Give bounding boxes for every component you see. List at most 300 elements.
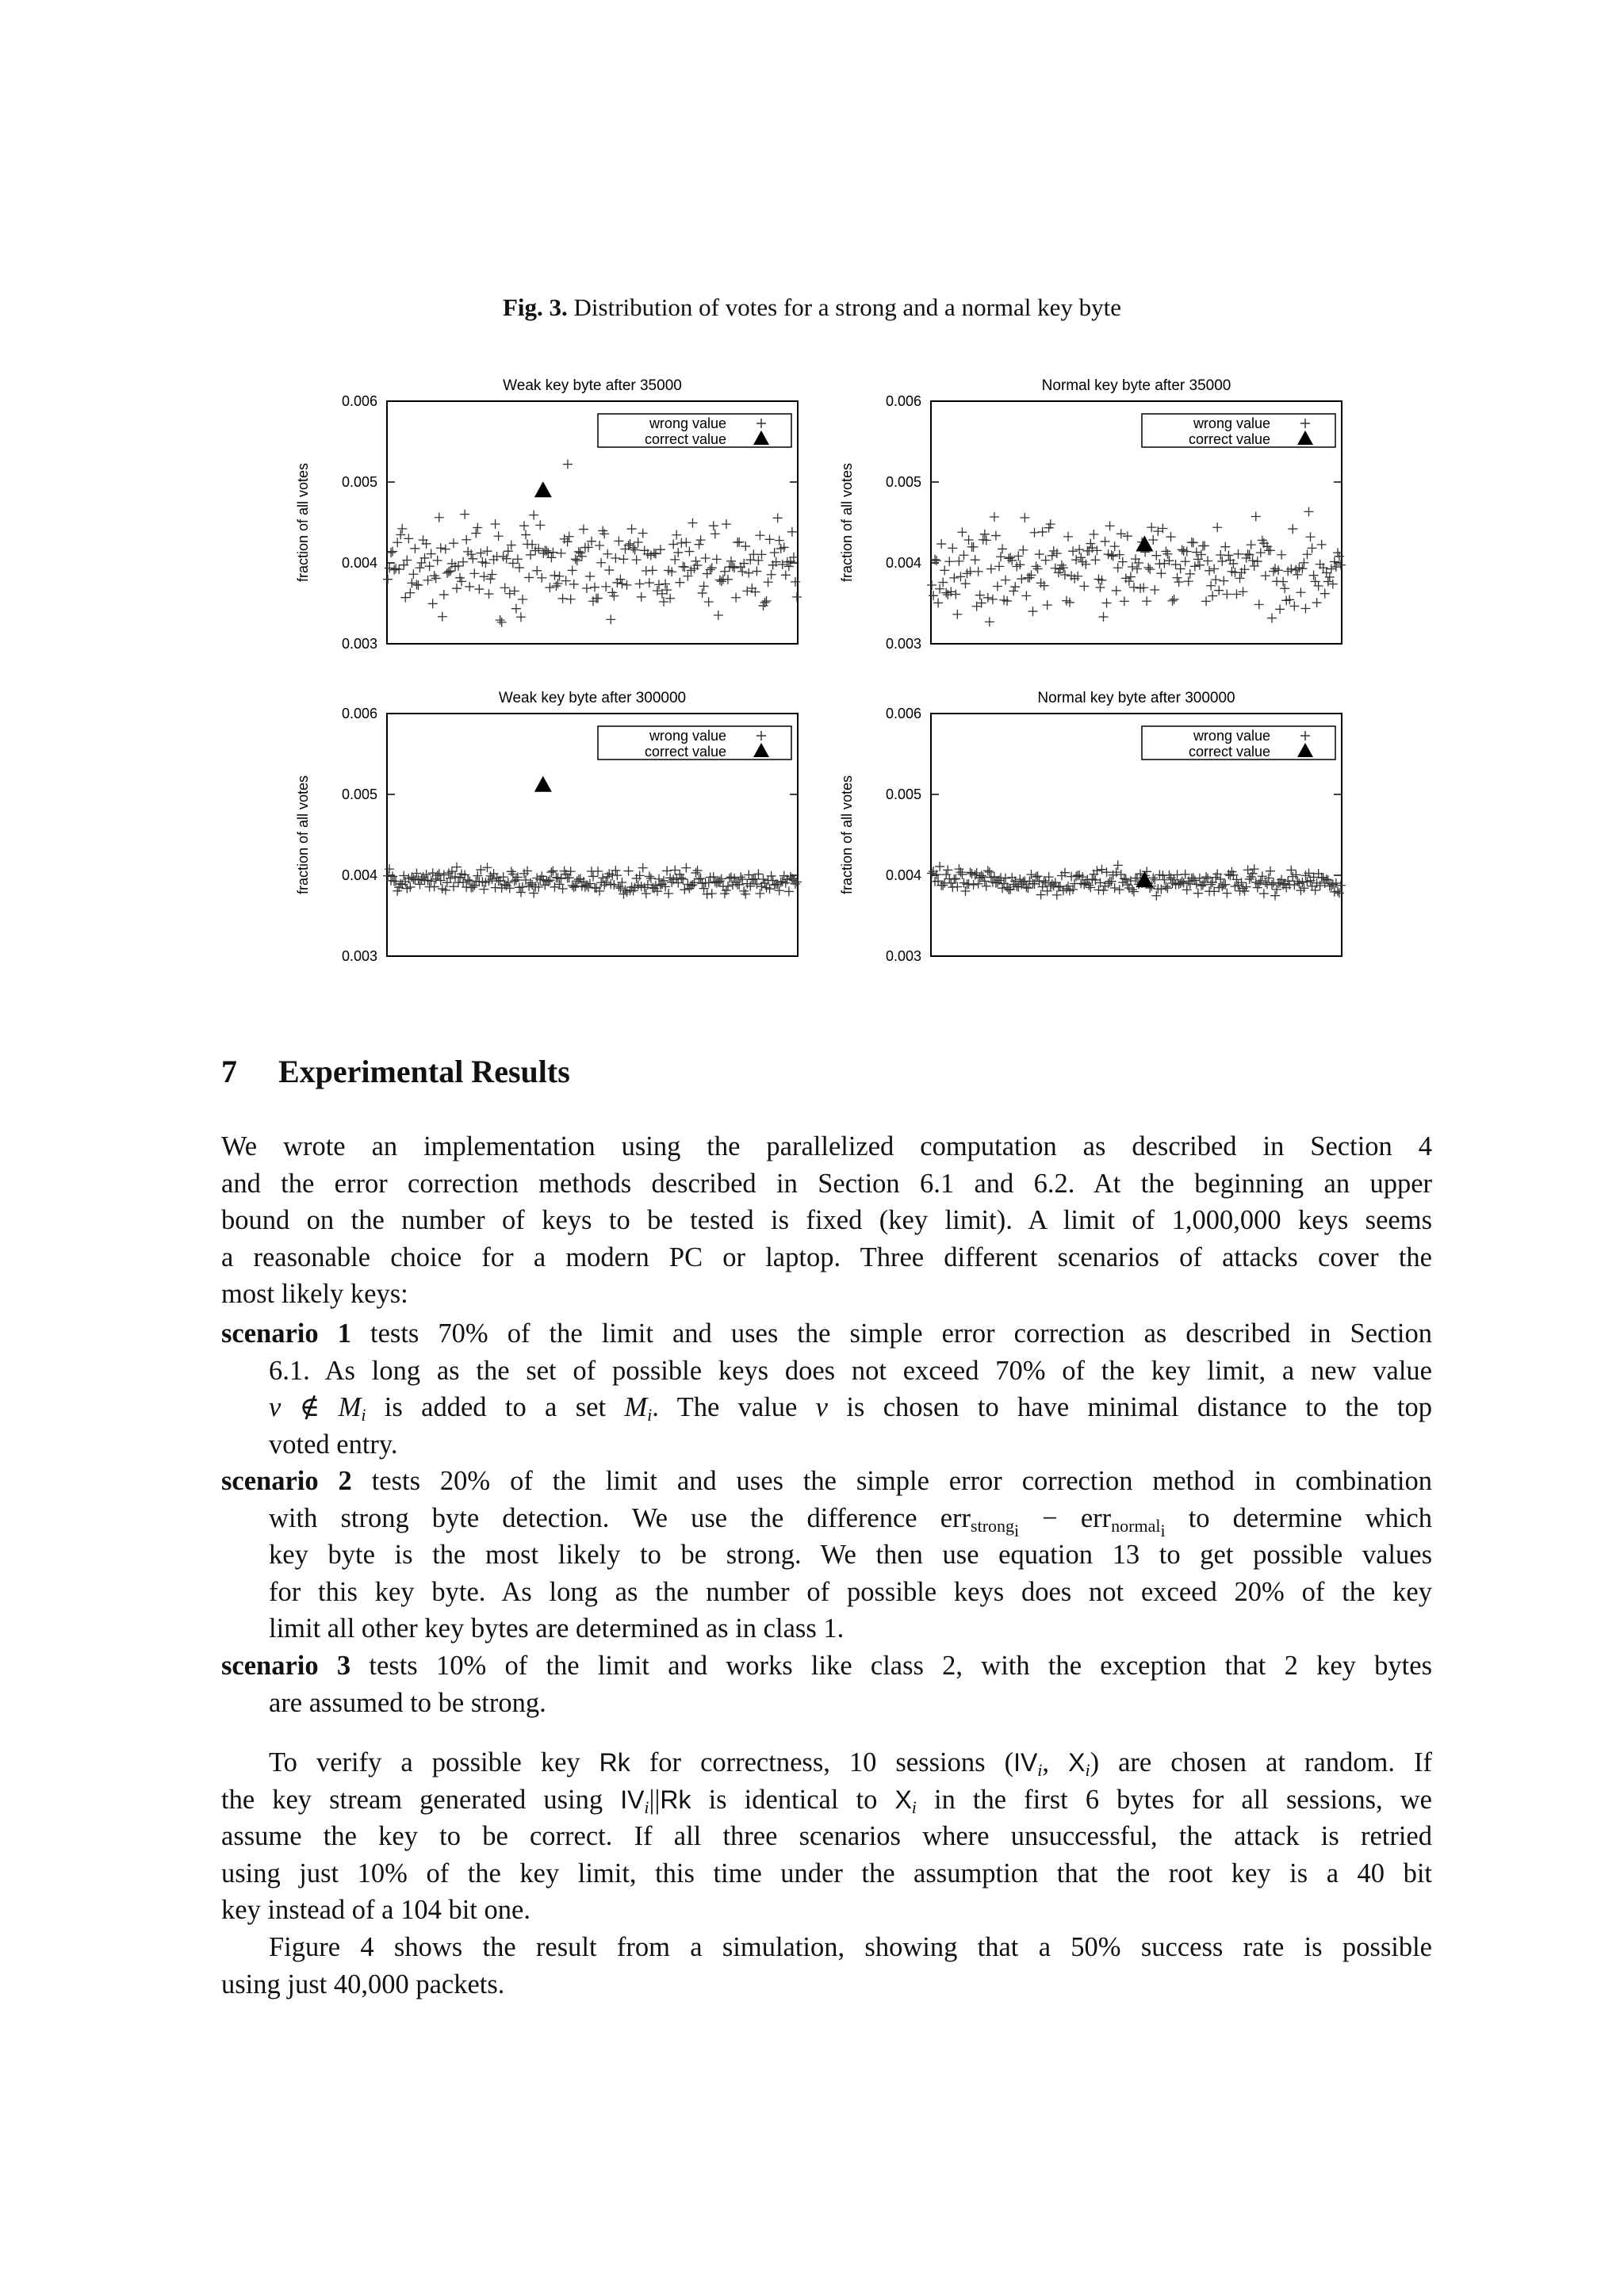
wrong-value-point	[1113, 860, 1123, 870]
wrong-value-point	[1254, 600, 1264, 610]
wrong-value-point	[408, 569, 418, 579]
wrong-value-point	[508, 558, 518, 568]
wrong-value-point	[1220, 542, 1230, 552]
wrong-value-point	[428, 599, 438, 608]
wrong-value-point	[651, 549, 661, 558]
wrong-value-point	[1286, 865, 1296, 874]
wrong-value-point	[990, 512, 999, 522]
y-tick-label: 0.003	[341, 948, 377, 964]
wrong-value-point	[1120, 596, 1129, 606]
wrong-value-point	[752, 567, 761, 576]
wrong-value-point	[1168, 596, 1178, 606]
wrong-value-point	[670, 865, 680, 874]
wrong-value-point	[645, 871, 654, 881]
wrong-value-point	[998, 544, 1007, 553]
wrong-value-point	[582, 584, 592, 593]
wrong-value-point	[1116, 529, 1126, 538]
legend-correct-label: correct value	[644, 431, 726, 447]
wrong-value-point	[1142, 596, 1151, 606]
wrong-value-point	[668, 540, 678, 549]
wrong-value-point	[1170, 595, 1179, 604]
y-tick-label: 0.003	[341, 636, 377, 652]
text-line-math: with strong byte detection. We use the difference err$_{strong_i}$ − err$_{normal_i}$ to determine which	[269, 1502, 1432, 1540]
wrong-value-point	[471, 529, 481, 538]
wrong-value-point	[511, 604, 521, 614]
wrong-value-point	[497, 618, 507, 627]
wrong-value-point	[1013, 551, 1023, 561]
wrong-value-point	[1214, 586, 1224, 595]
wrong-value-point	[781, 570, 791, 580]
wrong-value-point	[622, 580, 632, 590]
text-line: and the error correction methods described in Section 6.1 and 6.2. At the beginning an upper	[221, 1168, 1432, 1199]
wrong-value-point	[407, 578, 416, 587]
wrong-value-point	[681, 538, 691, 547]
wrong-value-point	[1185, 569, 1195, 579]
wrong-value-point	[484, 589, 493, 599]
wrong-value-point	[951, 590, 960, 599]
wrong-value-point	[949, 573, 959, 583]
wrong-value-point	[1148, 535, 1158, 545]
wrong-value-point	[1041, 556, 1051, 565]
wrong-value-point	[1150, 585, 1159, 595]
wrong-value-point	[1063, 532, 1073, 541]
wrong-value-point	[792, 592, 802, 602]
wrong-value-point	[474, 584, 484, 594]
legend-wrong-label: wrong value	[1193, 415, 1270, 431]
text-line: are assumed to be strong.	[269, 1687, 546, 1718]
wrong-value-point	[1095, 583, 1105, 592]
wrong-value-point	[1312, 598, 1322, 607]
wrong-value-point	[1099, 612, 1109, 622]
wrong-value-point	[1090, 555, 1100, 564]
wrong-value-point	[1025, 573, 1034, 583]
wrong-value-point	[695, 540, 704, 549]
wrong-value-point	[1143, 563, 1153, 572]
y-tick-label: 0.003	[885, 636, 921, 652]
wrong-value-point	[1203, 557, 1212, 566]
wrong-value-point	[529, 889, 538, 898]
wrong-value-point	[1240, 886, 1250, 896]
wrong-value-point	[1113, 563, 1123, 572]
wrong-value-point	[1278, 577, 1288, 587]
wrong-value-point	[1201, 596, 1211, 606]
section-heading	[221, 1053, 570, 1090]
wrong-value-point	[982, 882, 991, 891]
wrong-value-point	[1256, 548, 1266, 557]
wrong-value-point	[632, 555, 642, 564]
wrong-value-point	[994, 561, 1004, 571]
y-tick-label: 0.004	[885, 867, 921, 883]
wrong-value-point	[787, 527, 797, 537]
wrong-value-point	[941, 588, 951, 598]
wrong-value-point	[535, 520, 545, 530]
wrong-value-point	[494, 531, 504, 541]
scatter-panel	[295, 690, 802, 964]
wrong-value-point	[986, 564, 996, 574]
wrong-value-point	[427, 549, 436, 559]
wrong-value-point	[929, 591, 938, 600]
y-tick-label: 0.005	[341, 474, 377, 490]
wrong-value-point	[1296, 587, 1305, 597]
wrong-value-point	[1176, 564, 1185, 573]
scenario-1-item	[221, 1315, 1432, 1463]
wrong-value-point	[1092, 545, 1101, 555]
wrong-value-point	[710, 529, 720, 538]
wrong-value-point	[1028, 607, 1037, 616]
wrong-value-point	[775, 536, 784, 545]
wrong-value-point	[1277, 550, 1286, 560]
wrong-value-point	[1200, 541, 1209, 550]
wrong-value-point	[645, 578, 654, 587]
wrong-value-point	[755, 889, 764, 898]
wrong-value-point	[565, 532, 574, 541]
scenario-1-term: scenario 1	[221, 1318, 351, 1349]
wrong-value-point	[1323, 577, 1333, 587]
wrong-value-point	[1317, 540, 1327, 549]
wrong-value-point	[1001, 874, 1010, 883]
text-line: for this key byte. As long as the number of possible keys does not exceed 20% of the key	[269, 1576, 1432, 1607]
wrong-value-point	[513, 554, 523, 564]
wrong-value-point	[516, 888, 526, 897]
wrong-value-point	[612, 871, 622, 880]
wrong-value-point	[557, 549, 566, 558]
legend-correct-label: correct value	[644, 744, 726, 760]
wrong-value-point	[1320, 589, 1330, 599]
wrong-value-point	[1181, 557, 1190, 566]
wrong-value-point	[619, 554, 628, 564]
wrong-value-point	[491, 519, 500, 529]
wrong-value-point	[558, 594, 568, 603]
wrong-value-point	[388, 547, 397, 557]
scenario-2-term: scenario 2	[221, 1466, 352, 1496]
wrong-value-point	[1208, 591, 1217, 601]
wrong-value-point	[974, 567, 983, 576]
wrong-value-point	[579, 525, 588, 534]
wrong-value-point	[1174, 577, 1184, 587]
wrong-value-point	[1233, 549, 1243, 559]
wrong-value-point	[675, 578, 684, 587]
wrong-value-point	[433, 556, 442, 565]
wrong-value-point	[617, 579, 626, 588]
wrong-value-point	[385, 564, 394, 573]
wrong-value-point	[1009, 586, 1018, 595]
wrong-value-point	[1076, 553, 1086, 562]
legend-correct-label: correct value	[1188, 431, 1270, 447]
text-line: tests 10% of the limit and works like class 2, with the exception that 2 key bytes	[369, 1651, 1432, 1681]
wrong-value-point	[638, 528, 648, 538]
wrong-value-point	[661, 580, 670, 589]
figure-3-scatter-plots	[0, 0, 1624, 991]
wrong-value-point	[546, 867, 556, 877]
wrong-value-point	[672, 530, 681, 540]
wrong-value-point	[516, 612, 526, 622]
wrong-value-point	[551, 581, 561, 591]
wrong-value-point	[603, 549, 612, 559]
wrong-value-point	[667, 878, 676, 887]
wrong-value-point	[1335, 888, 1344, 897]
wrong-value-point	[449, 538, 458, 548]
wrong-value-point	[722, 519, 731, 529]
wrong-value-point	[933, 598, 943, 607]
wrong-value-point	[505, 589, 515, 599]
text-line: voted entry.	[269, 1429, 398, 1460]
wrong-value-point	[444, 567, 454, 576]
wrong-value-point	[529, 511, 538, 520]
wrong-value-point	[482, 863, 492, 872]
wrong-value-point	[969, 880, 979, 890]
wrong-value-point	[1097, 865, 1106, 874]
wrong-value-point	[452, 863, 462, 872]
paragraph-intro	[221, 1128, 1432, 1313]
wrong-value-point	[1261, 571, 1270, 580]
wrong-value-point	[1110, 541, 1120, 551]
wrong-value-point	[975, 591, 985, 600]
wrong-value-point	[400, 593, 410, 603]
wrong-value-point	[521, 530, 530, 540]
wrong-value-point	[1166, 532, 1176, 541]
wrong-value-point	[944, 557, 954, 566]
wrong-value-point	[1079, 581, 1089, 591]
wrong-value-point	[596, 558, 606, 568]
wrong-value-point	[1112, 586, 1121, 595]
wrong-value-point	[500, 583, 510, 592]
wrong-value-point	[415, 563, 424, 572]
wrong-value-point	[932, 556, 941, 565]
wrong-value-point	[1222, 590, 1231, 599]
wrong-value-point	[654, 580, 664, 589]
wrong-value-point	[1052, 890, 1062, 900]
wrong-value-point	[1299, 558, 1308, 568]
wrong-value-point	[1239, 587, 1248, 596]
wrong-value-point	[684, 547, 694, 557]
wrong-value-point	[1212, 522, 1222, 532]
wrong-value-point	[1038, 527, 1048, 537]
text-line: bound on the number of keys to be tested is fixed (key limit). A limit of 1,000,000 keys seems	[221, 1205, 1432, 1235]
wrong-value-point	[734, 538, 744, 547]
wrong-value-point	[1068, 546, 1078, 556]
scatter-panel	[839, 690, 1346, 964]
wrong-value-point	[438, 612, 447, 622]
wrong-value-point	[991, 531, 1001, 541]
wrong-value-point	[971, 555, 980, 564]
wrong-value-point	[969, 542, 979, 552]
wrong-value-point	[1126, 572, 1136, 582]
legend-wrong-label: wrong value	[1193, 728, 1270, 744]
wrong-value-point	[1247, 540, 1256, 549]
text-line: We wrote an implementation using the parallelized computation as described in Section 4	[221, 1131, 1432, 1161]
wrong-value-point	[1267, 614, 1277, 623]
wrong-value-point	[606, 614, 615, 624]
wrong-value-point	[479, 885, 488, 894]
wrong-value-point	[688, 519, 697, 528]
text-line: a reasonable choice for a modern PC or laptop. Three different scenarios of attacks cover the	[221, 1242, 1432, 1272]
wrong-value-point	[1021, 591, 1031, 601]
y-tick-label: 0.004	[341, 867, 377, 883]
wrong-value-point	[642, 889, 651, 898]
wrong-value-point	[959, 550, 968, 560]
wrong-value-point	[532, 566, 542, 576]
correct-value-point	[534, 776, 552, 792]
wrong-value-point	[1189, 538, 1198, 547]
wrong-value-point	[468, 554, 477, 564]
wrong-value-point	[1331, 562, 1341, 572]
text-line: key instead of a 104 bit one.	[221, 1895, 530, 1925]
wrong-value-point	[993, 582, 1002, 591]
text-line: 6.1. As long as the set of possible keys does not exceed 70% of the key limit, a new value	[269, 1355, 1432, 1386]
wrong-value-point	[1293, 570, 1302, 580]
wrong-value-point	[563, 460, 573, 469]
chart-title: Weak key byte after 35000	[503, 377, 682, 394]
wrong-value-point	[524, 572, 534, 582]
wrong-value-point	[1017, 574, 1026, 584]
wrong-value-point	[1269, 567, 1278, 576]
wrong-value-point	[1302, 549, 1312, 559]
wrong-value-point	[1280, 584, 1289, 593]
wrong-value-point	[1224, 550, 1233, 560]
wrong-value-point	[681, 863, 691, 873]
wrong-value-point	[1300, 604, 1310, 614]
wrong-value-point	[1219, 576, 1228, 586]
wrong-value-point	[954, 557, 963, 566]
text-line: using just 40,000 packets.	[221, 1969, 505, 1999]
wrong-value-point	[1010, 582, 1020, 591]
scenario-2-item	[221, 1463, 1432, 1647]
paragraph-verify	[221, 1744, 1432, 1929]
wrong-value-point	[635, 579, 645, 588]
wrong-value-point	[550, 882, 559, 892]
wrong-value-point	[770, 548, 779, 557]
wrong-value-point	[1222, 889, 1231, 898]
wrong-value-point	[519, 521, 529, 530]
wrong-value-point	[1147, 522, 1156, 532]
wrong-value-point	[1192, 548, 1201, 557]
wrong-value-point	[604, 565, 614, 575]
wrong-value-point	[595, 541, 604, 550]
text-line: limit all other key bytes are determined as in class 1.	[269, 1613, 845, 1644]
wrong-value-point	[548, 548, 557, 557]
wrong-value-point	[1304, 507, 1314, 516]
wrong-value-point	[410, 544, 419, 553]
wrong-value-point	[1151, 891, 1161, 901]
wrong-value-point	[1151, 551, 1161, 561]
figure-caption-text: Distribution of votes for a strong and a normal key byte	[573, 293, 1122, 321]
text-line-math: the key stream generated using $IV_i||Rk$ is identical to $X_i$ in the first 6 bytes for all sessions, we	[221, 1784, 1432, 1817]
wrong-value-point	[709, 521, 718, 530]
y-tick-label: 0.004	[885, 555, 921, 571]
wrong-value-point	[1102, 599, 1112, 608]
wrong-value-point	[1275, 604, 1285, 614]
text-line: tests 20% of the limit and uses the simple error correction method in combination	[371, 1466, 1433, 1496]
wrong-value-point	[537, 573, 546, 583]
wrong-value-point	[948, 543, 957, 553]
wrong-value-point	[479, 572, 488, 581]
wrong-value-point	[1288, 524, 1297, 534]
wrong-value-point	[714, 610, 723, 620]
wrong-value-point	[435, 513, 444, 522]
scenario-3-term: scenario 3	[221, 1651, 351, 1681]
wrong-value-point	[731, 593, 741, 603]
wrong-value-point	[405, 588, 415, 598]
wrong-value-point	[742, 587, 752, 596]
legend-wrong-label: wrong value	[649, 415, 726, 431]
y-tick-label: 0.006	[885, 706, 921, 721]
wrong-value-point	[624, 867, 634, 876]
wrong-value-point	[701, 553, 710, 563]
wrong-value-point	[473, 522, 482, 532]
wrong-value-point	[507, 867, 516, 876]
wrong-value-point	[1209, 564, 1219, 573]
wrong-value-point	[496, 615, 505, 625]
wrong-value-point	[1089, 530, 1098, 539]
scenario-3-item	[221, 1647, 1432, 1721]
wrong-value-point	[1074, 545, 1084, 554]
text-line: key byte is the most likely to be strong. We then use equation 13 to get possible values	[269, 1540, 1432, 1570]
text-line: tests 70% of the limit and uses the simple error correction as described in Section	[370, 1318, 1432, 1349]
wrong-value-point	[1306, 532, 1316, 541]
wrong-value-point	[436, 543, 446, 553]
wrong-value-point	[1145, 564, 1155, 574]
wrong-value-point	[458, 557, 468, 567]
wrong-value-point	[590, 583, 599, 592]
wrong-value-point	[1123, 531, 1132, 541]
wrong-value-point	[1231, 590, 1241, 599]
wrong-value-point	[1184, 576, 1193, 586]
wrong-value-point	[462, 535, 471, 545]
wrong-value-point	[1129, 583, 1139, 592]
y-axis-label: fraction of all votes	[839, 462, 855, 583]
y-tick-label: 0.004	[341, 555, 377, 571]
wrong-value-point	[1308, 543, 1317, 553]
wrong-value-point	[614, 536, 623, 545]
wrong-value-point	[927, 868, 936, 878]
wrong-value-point	[1195, 561, 1205, 570]
wrong-value-point	[676, 538, 686, 548]
wrong-value-point	[1109, 551, 1118, 561]
y-tick-label: 0.005	[885, 474, 921, 490]
wrong-value-point	[1030, 528, 1040, 538]
wrong-value-point	[423, 576, 433, 585]
wrong-value-point	[980, 530, 990, 539]
legend-wrong-label: wrong value	[649, 728, 726, 744]
wrong-value-point	[717, 576, 726, 586]
wrong-value-point	[1251, 512, 1261, 522]
wrong-value-point	[1105, 521, 1115, 530]
wrong-value-point	[1266, 867, 1275, 876]
wrong-value-point	[707, 563, 717, 572]
wrong-value-point	[1020, 513, 1029, 522]
wrong-value-point	[482, 546, 492, 556]
figure-label: Fig. 3.	[502, 293, 568, 321]
wrong-value-point	[1270, 891, 1280, 901]
wrong-value-point	[940, 565, 949, 575]
wrong-value-point	[957, 527, 967, 537]
wrong-value-point	[566, 595, 576, 604]
wrong-value-point	[1173, 573, 1182, 583]
wrong-value-point	[698, 588, 707, 598]
wrong-value-point	[988, 595, 998, 604]
wrong-value-point	[696, 535, 706, 545]
wrong-value-point	[648, 565, 657, 575]
wrong-value-point	[983, 593, 993, 603]
wrong-value-point	[1048, 551, 1057, 561]
wrong-value-point	[526, 550, 535, 560]
wrong-value-point	[1018, 545, 1028, 555]
wrong-value-point	[755, 530, 764, 540]
wrong-value-point	[1211, 575, 1220, 584]
wrong-value-point	[585, 572, 595, 581]
wrong-value-point	[699, 581, 709, 591]
wrong-value-point	[431, 573, 441, 583]
